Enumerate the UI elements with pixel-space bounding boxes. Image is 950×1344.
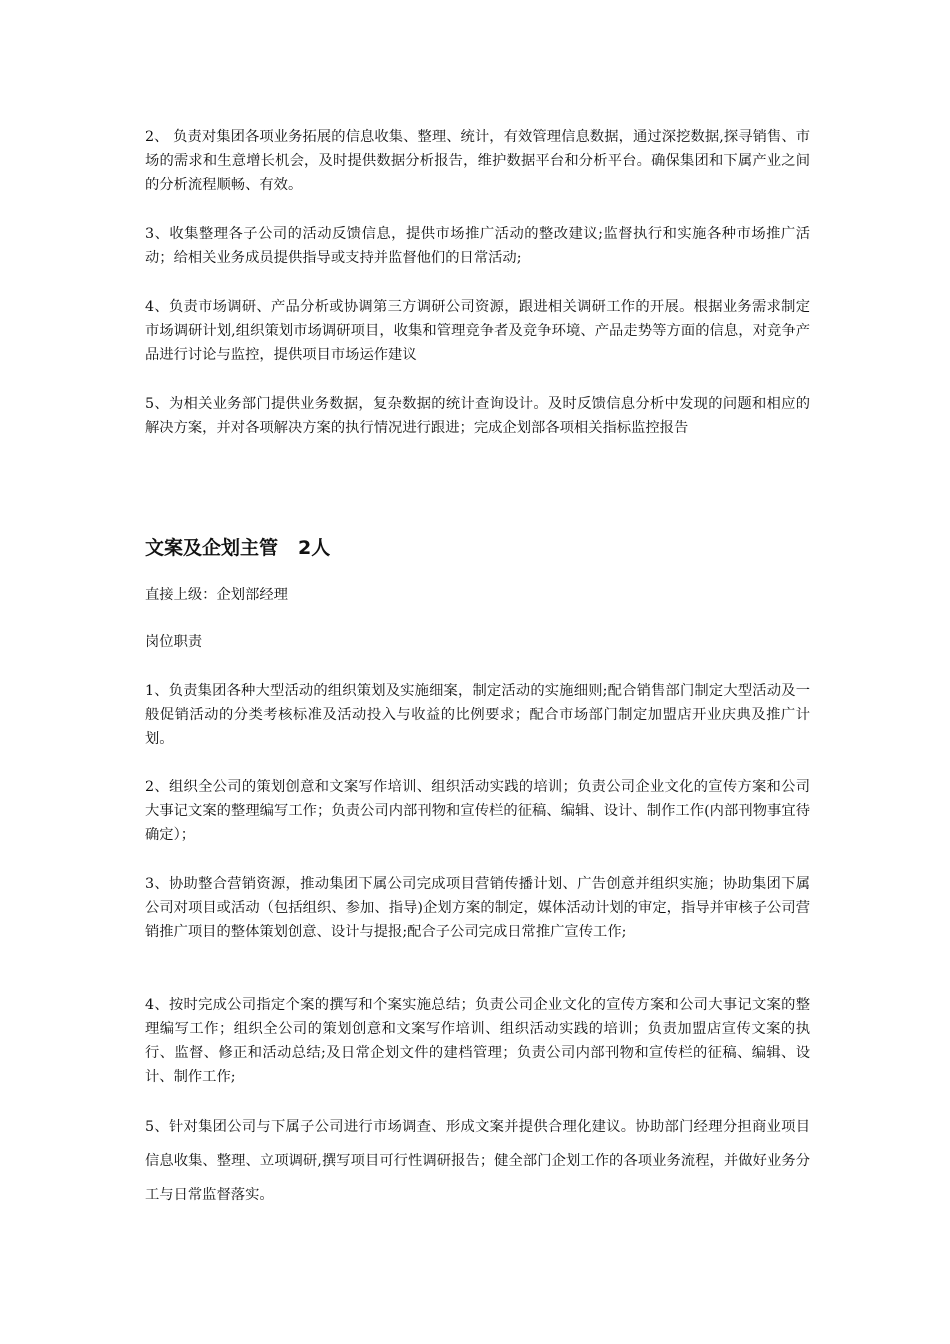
job-duty-1: 1、负责集团各种大型活动的组织策划及实施细案，制定活动的实施细则;配合销售部门制定大型活动及一般促销活动的分类考核标准及活动投入与收益的比例要求；配合市场部门制定加盟店开业庆典及推广计划。 xyxy=(145,683,810,747)
section-title-text: 文案及企划主管 xyxy=(145,537,279,559)
duty-item-4: 4、负责市场调研、产品分析或协调第三方调研公司资源，跟进相关调研工作的开展。根据业务需求制定市场调研计划,组织策划市场调研项目，收集和管理竞争者及竞争环境、产品走势等方面的信息，对竞争产品进行讨论与监控，提供项目市场运作建议 xyxy=(145,299,810,363)
job-duty-4: 4、按时完成公司指定个案的撰写和个案实施总结；负责公司企业文化的宣传方案和公司大事记文案的整理编写工作；组织全公司的策划创意和文案写作培训、组织活动实践的培训；负责加盟店宣传文案的执行、监督、修正和活动总结;及日常企划文件的建档管理；负责公司内部刊物和宣传栏的征稿、编辑、设计、制作工作; xyxy=(145,997,810,1085)
headcount: 2人 xyxy=(298,537,331,559)
job-duty-2: 2、组织全公司的策划创意和文案写作培训、组织活动实践的培训；负责公司企业文化的宣传方案和公司大事记文案的整理编写工作；负责公司内部刊物和宣传栏的征稿、编辑、设计、制作工作(内部刊物事宜待确定）； xyxy=(145,779,810,843)
supervisor-line: 直接上级：企划部经理 xyxy=(145,587,288,603)
job-duty-5: 5、针对集团公司与下属子公司进行市场调查、形成文案并提供合理化建议。协助部门经理分担商业项目信息收集、整理、立项调研,撰写项目可行性调研报告；健全部门企划工作的各项业务流程，并做好业务分工与日常监督落实。 xyxy=(145,1119,810,1203)
duty-item-3: 3、收集整理各子公司的活动反馈信息，提供市场推广活动的整改建议;监督执行和实施各种市场推广活动；给相关业务成员提供指导或支持并监督他们的日常活动; xyxy=(145,226,810,266)
duty-item-5: 5、为相关业务部门提供业务数据，复杂数据的统计查询设计。及时反馈信息分析中发现的问题和相应的解决方案，并对各项解决方案的执行情况进行跟进；完成企划部各项相关指标监控报告 xyxy=(145,396,810,436)
job-duty-3: 3、协助整合营销资源，推动集团下属公司完成项目营销传播计划、广告创意并组织实施；协助集团下属公司对项目或活动（包括组织、参加、指导)企划方案的制定，媒体活动计划的审定，指导并审核子公司营销推广项目的整体策划创意、设计与提报;配合子公司完成日常推广宣传工作; xyxy=(145,876,810,940)
section-title xyxy=(145,533,330,563)
duty-item-2: 2、 负责对集团各项业务拓展的信息收集、整理、统计，有效管理信息数据，通过深挖数据,探寻销售、市场的需求和生意增长机会，及时提供数据分析报告，维护数据平台和分析平台。确保集团和下属产业之间的分析流程顺畅、有效。 xyxy=(145,129,810,193)
duties-heading: 岗位职责 xyxy=(145,634,203,650)
